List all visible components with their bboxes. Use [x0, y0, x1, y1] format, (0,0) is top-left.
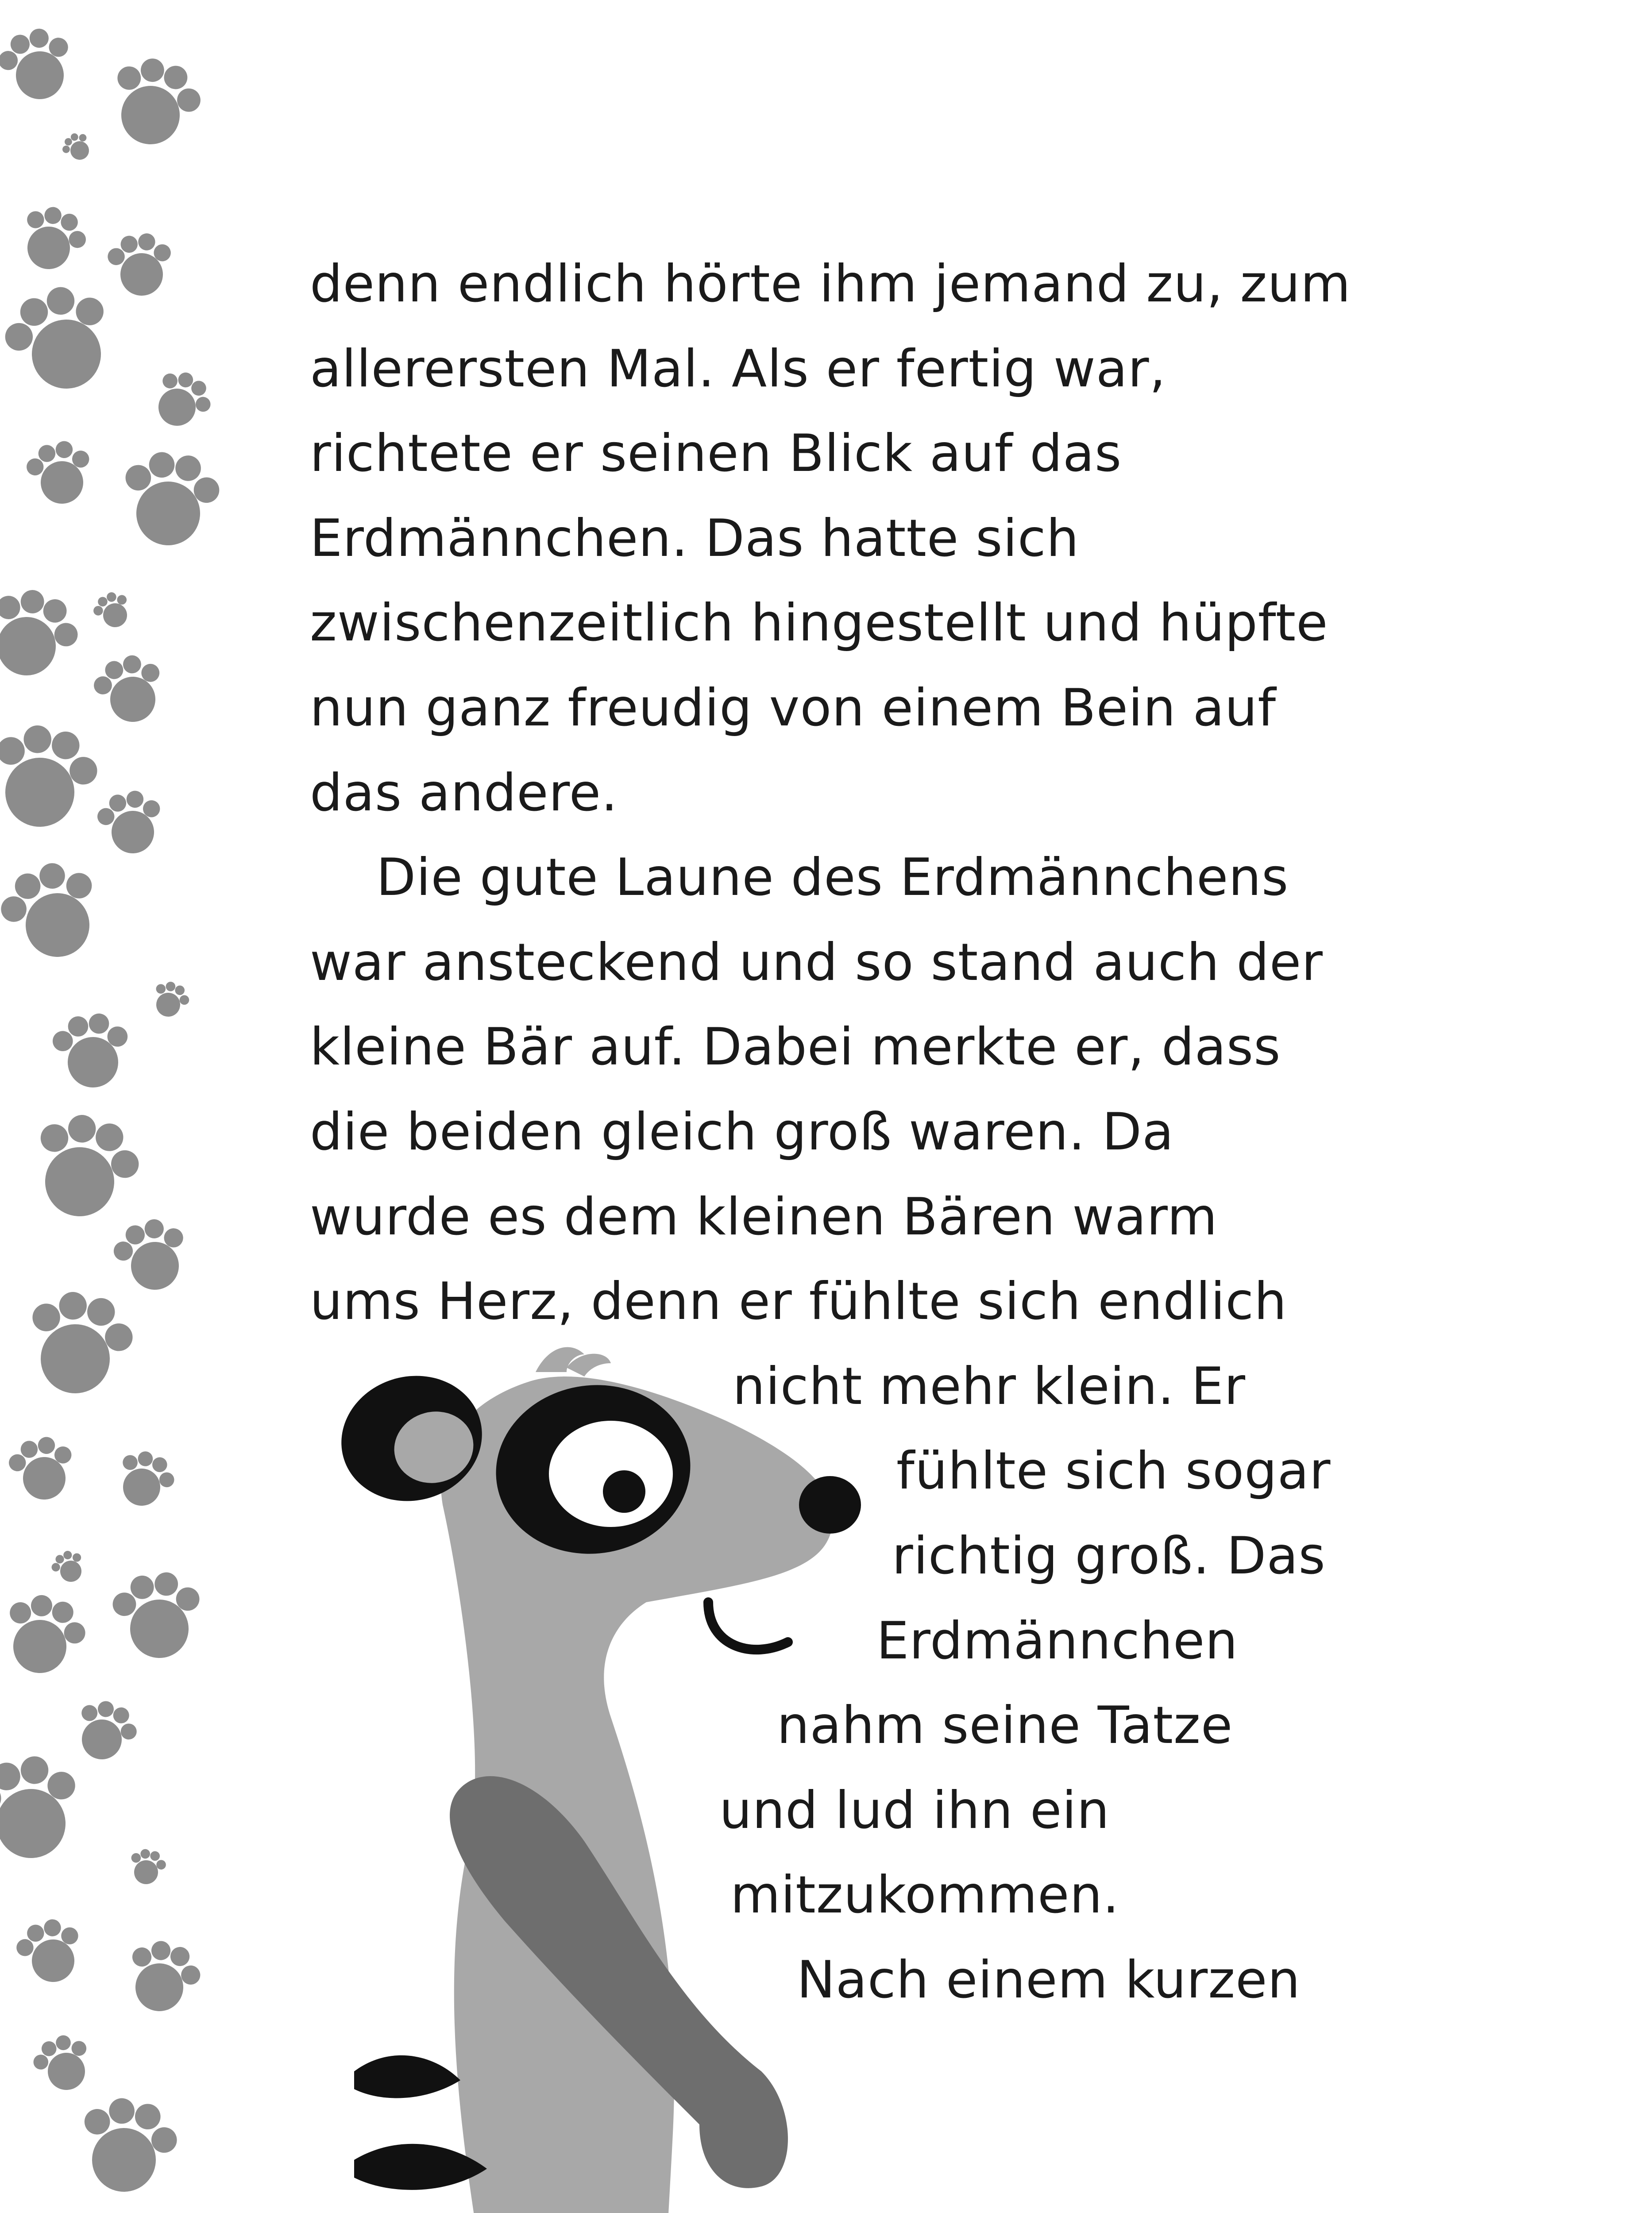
- text-line: allerersten Mal. Als er fertig war,: [310, 339, 1166, 399]
- text-line: richtig groß. Das: [892, 1526, 1326, 1586]
- paw-print-border: [0, 0, 230, 2213]
- text-line: Nach einem kurzen: [797, 1950, 1301, 2010]
- text-line: richtete er seinen Blick auf das: [310, 424, 1122, 483]
- text-line: wurde es dem kleinen Bären warm: [310, 1187, 1218, 1247]
- text-line: das andere.: [310, 763, 618, 823]
- paw-icon-group: [0, 20, 222, 2213]
- meerkat-illustration: [301, 1337, 921, 2213]
- text-line: zwischenzeitlich hingestellt und hüpfte: [310, 593, 1328, 653]
- text-line: fühlte sich sogar: [896, 1441, 1331, 1501]
- text-line: nicht mehr klein. Er: [733, 1357, 1246, 1416]
- text-line: Erdmännchen: [876, 1611, 1238, 1671]
- text-line: mitzukommen.: [730, 1865, 1119, 1925]
- text-line: ums Herz, denn er fühlte sich endlich: [310, 1272, 1287, 1331]
- text-line: die beiden gleich groß waren. Da: [310, 1102, 1174, 1162]
- text-line: war ansteckend und so stand auch der: [310, 933, 1323, 992]
- text-line: denn endlich hörte ihm jemand zu, zum: [310, 254, 1351, 314]
- text-line: Die gute Laune des Erdmännchens: [376, 848, 1289, 907]
- text-line: Erdmännchen. Das hatte sich: [310, 509, 1080, 568]
- text-line: nun ganz freudig von einem Bein auf: [310, 678, 1277, 738]
- text-line: nahm seine Tatze: [777, 1696, 1233, 1755]
- text-line: und lud ihn ein: [719, 1781, 1110, 1840]
- text-line: kleine Bär auf. Dabei merkte er, dass: [310, 1017, 1281, 1077]
